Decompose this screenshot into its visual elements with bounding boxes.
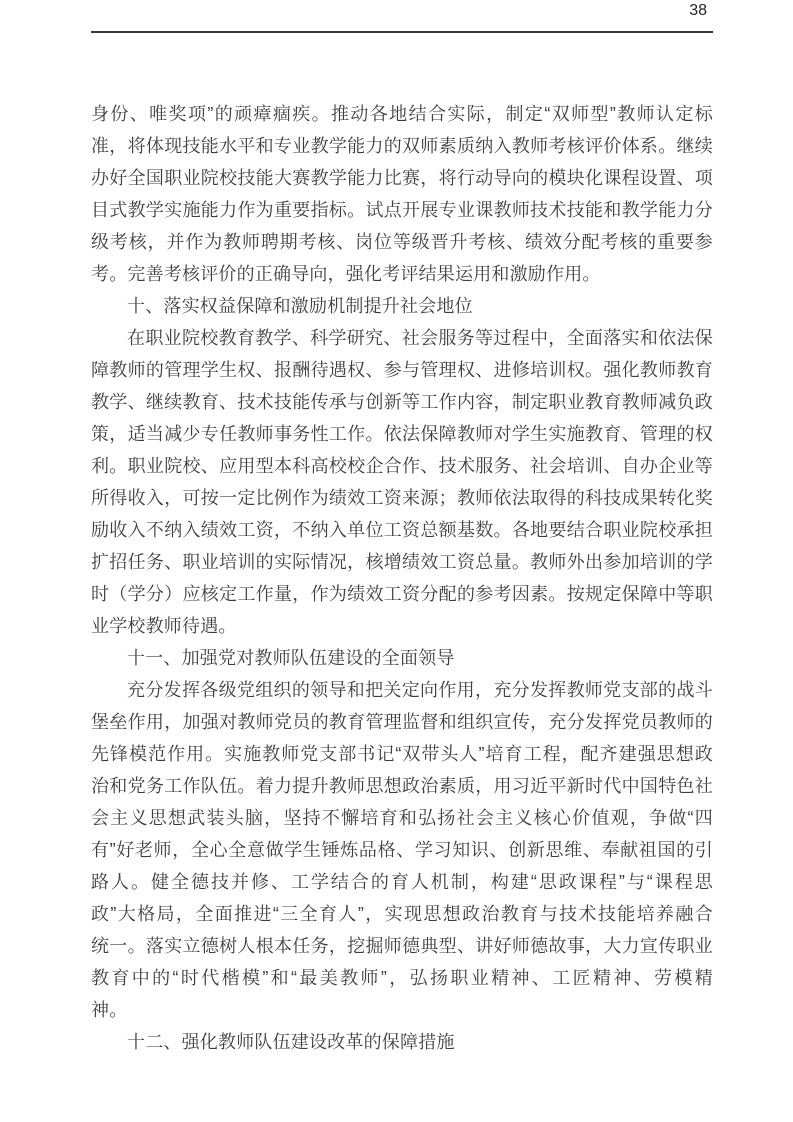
text-line: 策，适当减少专任教师事务性工作。依法保障教师对学生实施教育、管理的权 <box>91 424 713 444</box>
text-line: 教学、继续教育、技术技能传承与创新等工作内容，制定职业教育教师减负政 <box>91 392 713 412</box>
text-line: 有”好老师，全心全意做学生锤炼品格、学习知识、创新思维、奉献祖国的引 <box>91 840 713 860</box>
section-heading: 十一、加强党对教师队伍建设的全面领导 <box>127 648 455 668</box>
text-line: 身份、唯奖项”的顽瘴痼疾。推动各地结合实际，制定“双师型”教师认定标 <box>91 104 713 124</box>
text-line: 所得收入，可按一定比例作为绩效工资来源；教师依法取得的科技成果转化奖 <box>91 488 713 508</box>
text-line: 办好全国职业院校技能大赛教学能力比赛，将行动导向的模块化课程设置、项 <box>91 168 713 188</box>
text-line: 励收入不纳入绩效工资，不纳入单位工资总额基数。各地要结合职业院校承担 <box>91 520 713 540</box>
text-line: 堡垒作用，加强对教师党员的教育管理监督和组织宣传，充分发挥党员教师的 <box>91 712 713 732</box>
text-line: 统一。落实立德树人根本任务，挖掘师德典型、讲好师德故事，大力宣传职业 <box>91 936 713 956</box>
paragraph <box>91 98 713 290</box>
document-body <box>91 98 713 1058</box>
text-line: 障教师的管理学生权、报酬待遇权、参与管理权、进修培训权。强化教师教育 <box>91 360 713 380</box>
text-line: 教育中的“时代楷模”和“最美教师”，弘扬职业精神、工匠精神、劳模精 <box>91 968 713 988</box>
text-line: 时（学分）应核定工作量，作为绩效工资分配的参考因素。按规定保障中等职 <box>91 584 713 604</box>
page-number: 38 <box>689 2 707 19</box>
text-line: 先锋模范作用。实施教师党支部书记“双带头人”培育工程，配齐建强思想政 <box>91 744 713 764</box>
text-line: 级考核，并作为教师聘期考核、岗位等级晋升考核、绩效分配考核的重要参 <box>91 232 713 252</box>
text-line: 利。职业院校、应用型本科高校校企合作、技术服务、社会培训、自办企业等 <box>91 456 713 476</box>
text-line: 目式教学实施能力作为重要指标。试点开展专业课教师技术技能和教学能力分 <box>91 200 713 220</box>
text-line: 扩招任务、职业培训的实际情况，核增绩效工资总量。教师外出参加培训的学 <box>91 552 713 572</box>
header-rule <box>91 31 713 33</box>
section-heading: 十二、强化教师队伍建设改革的保障措施 <box>127 1032 455 1052</box>
text-line: 考。完善考核评价的正确导向，强化考评结果运用和激励作用。 <box>91 264 601 284</box>
paragraph <box>91 674 713 1026</box>
text-line: 神。 <box>91 1000 128 1020</box>
text-line: 政”大格局，全面推进“三全育人”，实现思想政治教育与技术技能培养融合 <box>91 904 713 924</box>
text-line: 在职业院校教育教学、科学研究、社会服务等过程中，全面落实和依法保 <box>127 328 713 348</box>
text-line: 会主义思想武装头脑，坚持不懈培育和弘扬社会主义核心价值观，争做“四 <box>91 808 713 828</box>
paragraph <box>91 322 713 642</box>
text-line: 准，将体现技能水平和专业教学能力的双师素质纳入教师考核评价体系。继续 <box>91 136 713 156</box>
text-line: 业学校教师待遇。 <box>91 616 237 636</box>
text-line: 治和党务工作队伍。着力提升教师思想政治素质，用习近平新时代中国特色社 <box>91 776 713 796</box>
text-line: 充分发挥各级党组织的领导和把关定向作用，充分发挥教师党支部的战斗 <box>127 680 713 700</box>
text-line: 路人。健全德技并修、工学结合的育人机制，构建“思政课程”与“课程思 <box>91 872 713 892</box>
section-heading: 十、落实权益保障和激励机制提升社会地位 <box>127 296 473 316</box>
